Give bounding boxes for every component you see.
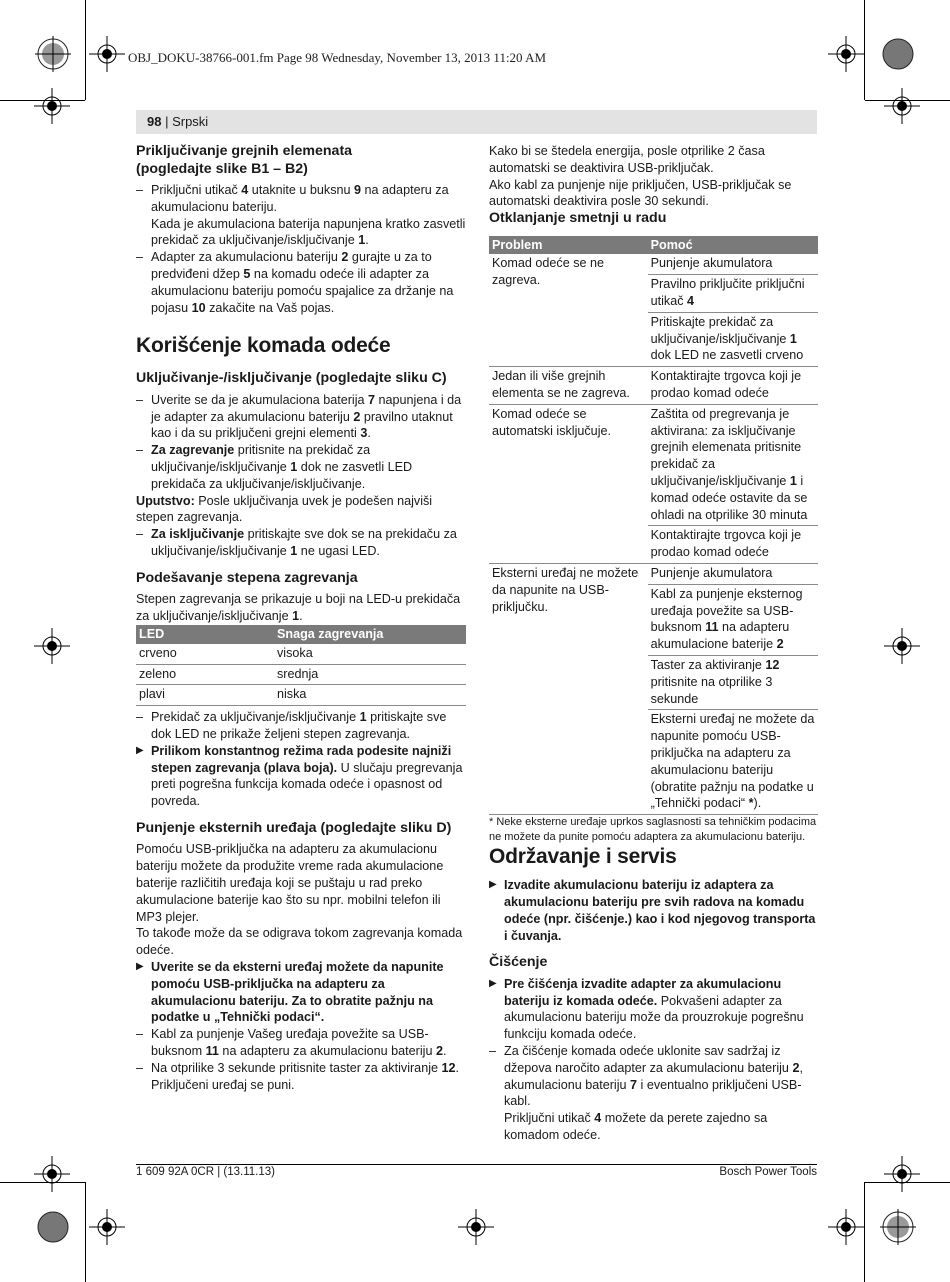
dash-marker: – — [136, 1027, 144, 1042]
registration-crosshair-icon — [34, 628, 70, 664]
dash-marker: – — [136, 250, 144, 265]
footer-brand: Bosch Power Tools — [719, 1166, 817, 1178]
remedy-cell: Punjenje akumulatora — [648, 564, 818, 585]
remedy-cell: Kontaktirajte trgovca koji je prodao komad odeće — [648, 526, 818, 564]
table-header-cell: Problem — [489, 236, 648, 255]
heading-connecting-heating-elements — [136, 143, 466, 178]
table-header-cell: Snaga zagrevanja — [274, 625, 466, 644]
heading-heat-level: Podešavanje stepena zagrevanja — [136, 569, 358, 586]
remedy-cell: Pravilno priključite priključni utikač 4 — [648, 275, 818, 313]
table-row — [136, 644, 466, 664]
heading-charging-external: Punjenje eksternih uređaja (pogledajte sliku D) — [136, 819, 452, 836]
arrow-marker-icon: ▶ — [489, 977, 497, 989]
section-title-using-garment: Korišćenje komada odeće — [136, 334, 391, 358]
warning-item — [489, 877, 818, 944]
left-column — [136, 143, 466, 1093]
print-slug: OBJ_DOKU-38766-001.fm Page 98 Wednesday, November 13, 2013 11:20 AM — [128, 50, 547, 65]
list-item-text: Adapter za akumulacionu bateriju 2 gurajte u za to predviđeni džep 5 na komadu odeće ili adapter za akumulacionu bateriju pomoću spajalice za držanje na pojasu 10 zakačite na Vaš pojas. — [151, 250, 454, 315]
table-cell: zeleno — [136, 664, 274, 685]
dash-marker: – — [136, 443, 144, 458]
problem-cell: Jedan ili više grejnih elementa se ne zagreva. — [489, 367, 648, 405]
list-item-text: Za zagrevanje pritisnite na prekidač za uključivanje/isključivanje 1 dok ne zasvetli LED prekidača za uključivanje/isključivanje. — [151, 443, 413, 491]
heading-line: Priključivanje grejnih elemenata — [136, 143, 353, 159]
list-item — [136, 392, 466, 442]
table-row — [489, 404, 818, 526]
arrow-marker-icon: ▶ — [136, 744, 144, 756]
table-cell: plavi — [136, 685, 274, 706]
table-header-row — [489, 236, 818, 255]
table-row — [136, 664, 466, 685]
registration-crosshair-icon — [89, 36, 125, 72]
table-cell: srednja — [274, 664, 466, 685]
remedy-cell: Pritiskajte prekidač za uključivanje/isključivanje 1 dok LED ne zasvetli crveno — [648, 312, 818, 366]
list-item — [136, 442, 466, 492]
section-title-maintenance: Održavanje i servis — [489, 845, 677, 869]
list-item — [136, 182, 466, 249]
list-item-text: Kada je akumulaciona baterija napunjena kratko zasvetli prekidač za uključivanje/isključivanje 1. — [151, 216, 466, 248]
table-row — [489, 254, 818, 274]
table-cell: niska — [274, 685, 466, 706]
page-header — [136, 110, 817, 134]
table-header-cell: Pomoć — [648, 236, 818, 255]
crop-mark — [864, 1182, 865, 1282]
list-item — [136, 709, 466, 743]
remedy-cell: Kabl za punjenje eksternog uređaja povežite sa USB-buksnom 11 na adapteru akumulacione baterije 2 — [648, 584, 818, 655]
table-row — [489, 564, 818, 585]
paragraph: Kako bi se štedela energija, posle otprilike 2 časa automatski se deaktivira USB-priključak. — [489, 144, 765, 175]
heading-line: (pogledajte slike B1 – B2) — [136, 160, 308, 177]
list-item — [136, 526, 466, 560]
remedy-cell: Punjenje akumulatora — [648, 254, 818, 274]
list-item-text: Na otprilike 3 sekunde pritisnite taster za aktiviranje 12. — [151, 1060, 460, 1075]
warning-item — [136, 959, 466, 1026]
registration-crosshair-icon — [884, 88, 920, 124]
warning-item — [489, 976, 818, 1043]
list-item — [136, 1060, 466, 1094]
warning-text: Pre čišćenja izvadite adapter za akumulacionu bateriju iz komada odeće. Pokvašeni adapter za akumulacionu bateriju može da prouzrokuje pogrešnu funkciju komada odeće. — [504, 976, 804, 1042]
registration-crosshair-icon — [34, 88, 70, 124]
dash-marker: – — [489, 1044, 497, 1059]
problem-cell: Eksterni uređaj ne možete da napunite na USB-priključku. — [489, 564, 648, 815]
warning-item — [136, 743, 466, 810]
right-column — [489, 143, 818, 1144]
registration-crosshair-icon — [828, 36, 864, 72]
note-paragraph: Uputstvo: Posle uključivanja uvek je podešen najviši stepen zagrevanja. — [136, 493, 433, 525]
list-item — [136, 1026, 466, 1060]
list-item-text: Za čišćenje komada odeće uklonite sav sadržaj iz džepova naročito adapter za akumulacionu bateriju 2, akumulacionu bateriju 7 i eventualno priključeni USB-kabl. — [504, 1044, 803, 1109]
list-item-text: Prekidač za uključivanje/isključivanje 1 pritiskajte sve dok LED ne prikaže željeni stepen zagrevanja. — [151, 710, 447, 741]
registration-crosshair-icon — [89, 1209, 125, 1245]
registration-crosshair-icon — [34, 1156, 70, 1192]
header-separator: | — [161, 114, 173, 129]
heading-cleaning: Čišćenje — [489, 954, 548, 971]
paragraph: Pomoću USB-priključka na adapteru za akumulacionu bateriju možete da produžite vreme rada akumulacione baterije različitih uređaja koji se puštaju u rad preko akumulacione baterije kao što su npr. mobilni telefon ili MP3 plejer. — [136, 842, 444, 924]
warning-text: Uverite se da eksterni uređaj možete da napunite pomoću USB-priključka na adapteru za akumulacionu bateriju. Za to obratite pažnju na podatke u „Tehnički podaci“. — [151, 959, 444, 1025]
registration-crosshair-icon — [884, 1156, 920, 1192]
crop-mark — [864, 0, 865, 100]
footer-divider — [136, 1164, 817, 1165]
remedy-cell: Zaštita od pregrevanja je aktivirana: za isključivanje grejnih elemenata pritisnite prekidač za uključivanje/isključivanje 1 i komad odeće ostavite da se ohladi na otprilike 30 minuta — [648, 404, 818, 526]
registration-target-icon — [35, 1209, 71, 1245]
problem-cell: Komad odeće se ne zagreva. — [489, 254, 648, 366]
led-table — [136, 625, 466, 706]
list-item — [489, 1043, 818, 1144]
list-item — [136, 249, 466, 316]
list-item-text: Za isključivanje pritiskajte sve dok se na prekidaču za uključivanje/isključivanje 1 ne ugasi LED. — [151, 527, 457, 559]
table-row — [136, 685, 466, 706]
list-item-text: Uverite se da je akumulaciona baterija 7 napunjena i da je adapter za akumulacionu bateriju 2 pravilno utaknut kao i da su priključeni grejni elementi 3. — [151, 392, 462, 441]
footer-doc-number: 1 609 92A 0CR | (13.11.13) — [136, 1166, 275, 1178]
paragraph: To takođe može da se odigrava tokom zagrevanja komada odeće. — [136, 926, 463, 958]
crop-mark — [85, 1182, 86, 1282]
table-row — [489, 367, 818, 405]
table-footnote: * Neke eksterne uređaje uprkos saglasnosti sa tehničkim podacima ne možete da punite pomoću adaptera za akumulacionu bateriju. — [489, 816, 817, 844]
table-cell: crveno — [136, 644, 274, 664]
troubleshooting-table — [489, 236, 818, 816]
paragraph: Ako kabl za punjenje nije priključen, USB-priključak se automatski deaktivira posle 30 sekundi. — [489, 177, 792, 209]
paragraph: Stepen zagrevanja se prikazuje u boji na LED-u prekidača za uključivanje/isključivanje 1. — [136, 592, 461, 624]
registration-crosshair-icon — [828, 1209, 864, 1245]
arrow-marker-icon: ▶ — [136, 960, 144, 972]
registration-target-icon — [880, 1209, 916, 1245]
list-item-text: Priključeni uređaj se puni. — [151, 1077, 295, 1092]
table-header-cell: LED — [136, 625, 274, 644]
table-header-row — [136, 625, 466, 644]
list-item-text: Priključni utikač 4 možete da perete zajedno sa komadom odeće. — [504, 1111, 768, 1143]
list-item-text: Priključni utikač 4 utaknite u buksnu 9 na adapteru za akumulacionu bateriju. — [151, 183, 449, 214]
dash-marker: – — [136, 710, 144, 725]
arrow-marker-icon: ▶ — [489, 879, 497, 891]
heading-on-off: Uključivanje-/isključivanje (pogledajte sliku C) — [136, 370, 447, 387]
page-number: 98 — [147, 114, 162, 129]
list-item-text: Kabl za punjenje Vašeg uređaja povežite sa USB-buksnom 11 na adapteru za akumulacionu bateriju 2. — [151, 1027, 447, 1058]
remedy-cell: Taster za aktiviranje 12 pritisnite na otprilike 3 sekunde — [648, 656, 818, 710]
remedy-cell: Kontaktirajte trgovca koji je prodao komad odeće — [648, 367, 818, 405]
warning-text: Izvadite akumulacionu bateriju iz adaptera za akumulacionu bateriju pre svih radova na komadu odeće (npr. čišćenje.) kao i kod njegovog transporta i čuvanja. — [504, 878, 816, 943]
header-language: Srpski — [172, 114, 209, 129]
dash-marker: – — [136, 183, 144, 197]
dash-marker: – — [136, 392, 144, 407]
problem-cell: Komad odeće se automatski isključuje. — [489, 404, 648, 563]
registration-target-icon — [35, 36, 71, 72]
registration-crosshair-icon — [458, 1209, 494, 1245]
heading-troubleshooting: Otklanjanje smetnji u radu — [489, 210, 667, 227]
crop-mark — [85, 0, 86, 100]
warning-text: Prilikom konstantnog režima rada podesite najniži stepen zagrevanja (plava boja). U slučaju pregrevanja preti pogrešna funkcija komada odeće i opasnost od povreda. — [151, 743, 463, 809]
dash-marker: – — [136, 527, 144, 542]
dash-marker: – — [136, 1060, 144, 1075]
table-cell: visoka — [274, 644, 466, 664]
remedy-cell: Eksterni uređaj ne možete da napunite pomoću USB-priključka na adapteru za akumulacionu bateriju (obratite pažnju na podatke u „Tehnički podaci“ *). — [648, 710, 818, 815]
registration-crosshair-icon — [884, 628, 920, 664]
registration-target-icon — [880, 36, 916, 72]
